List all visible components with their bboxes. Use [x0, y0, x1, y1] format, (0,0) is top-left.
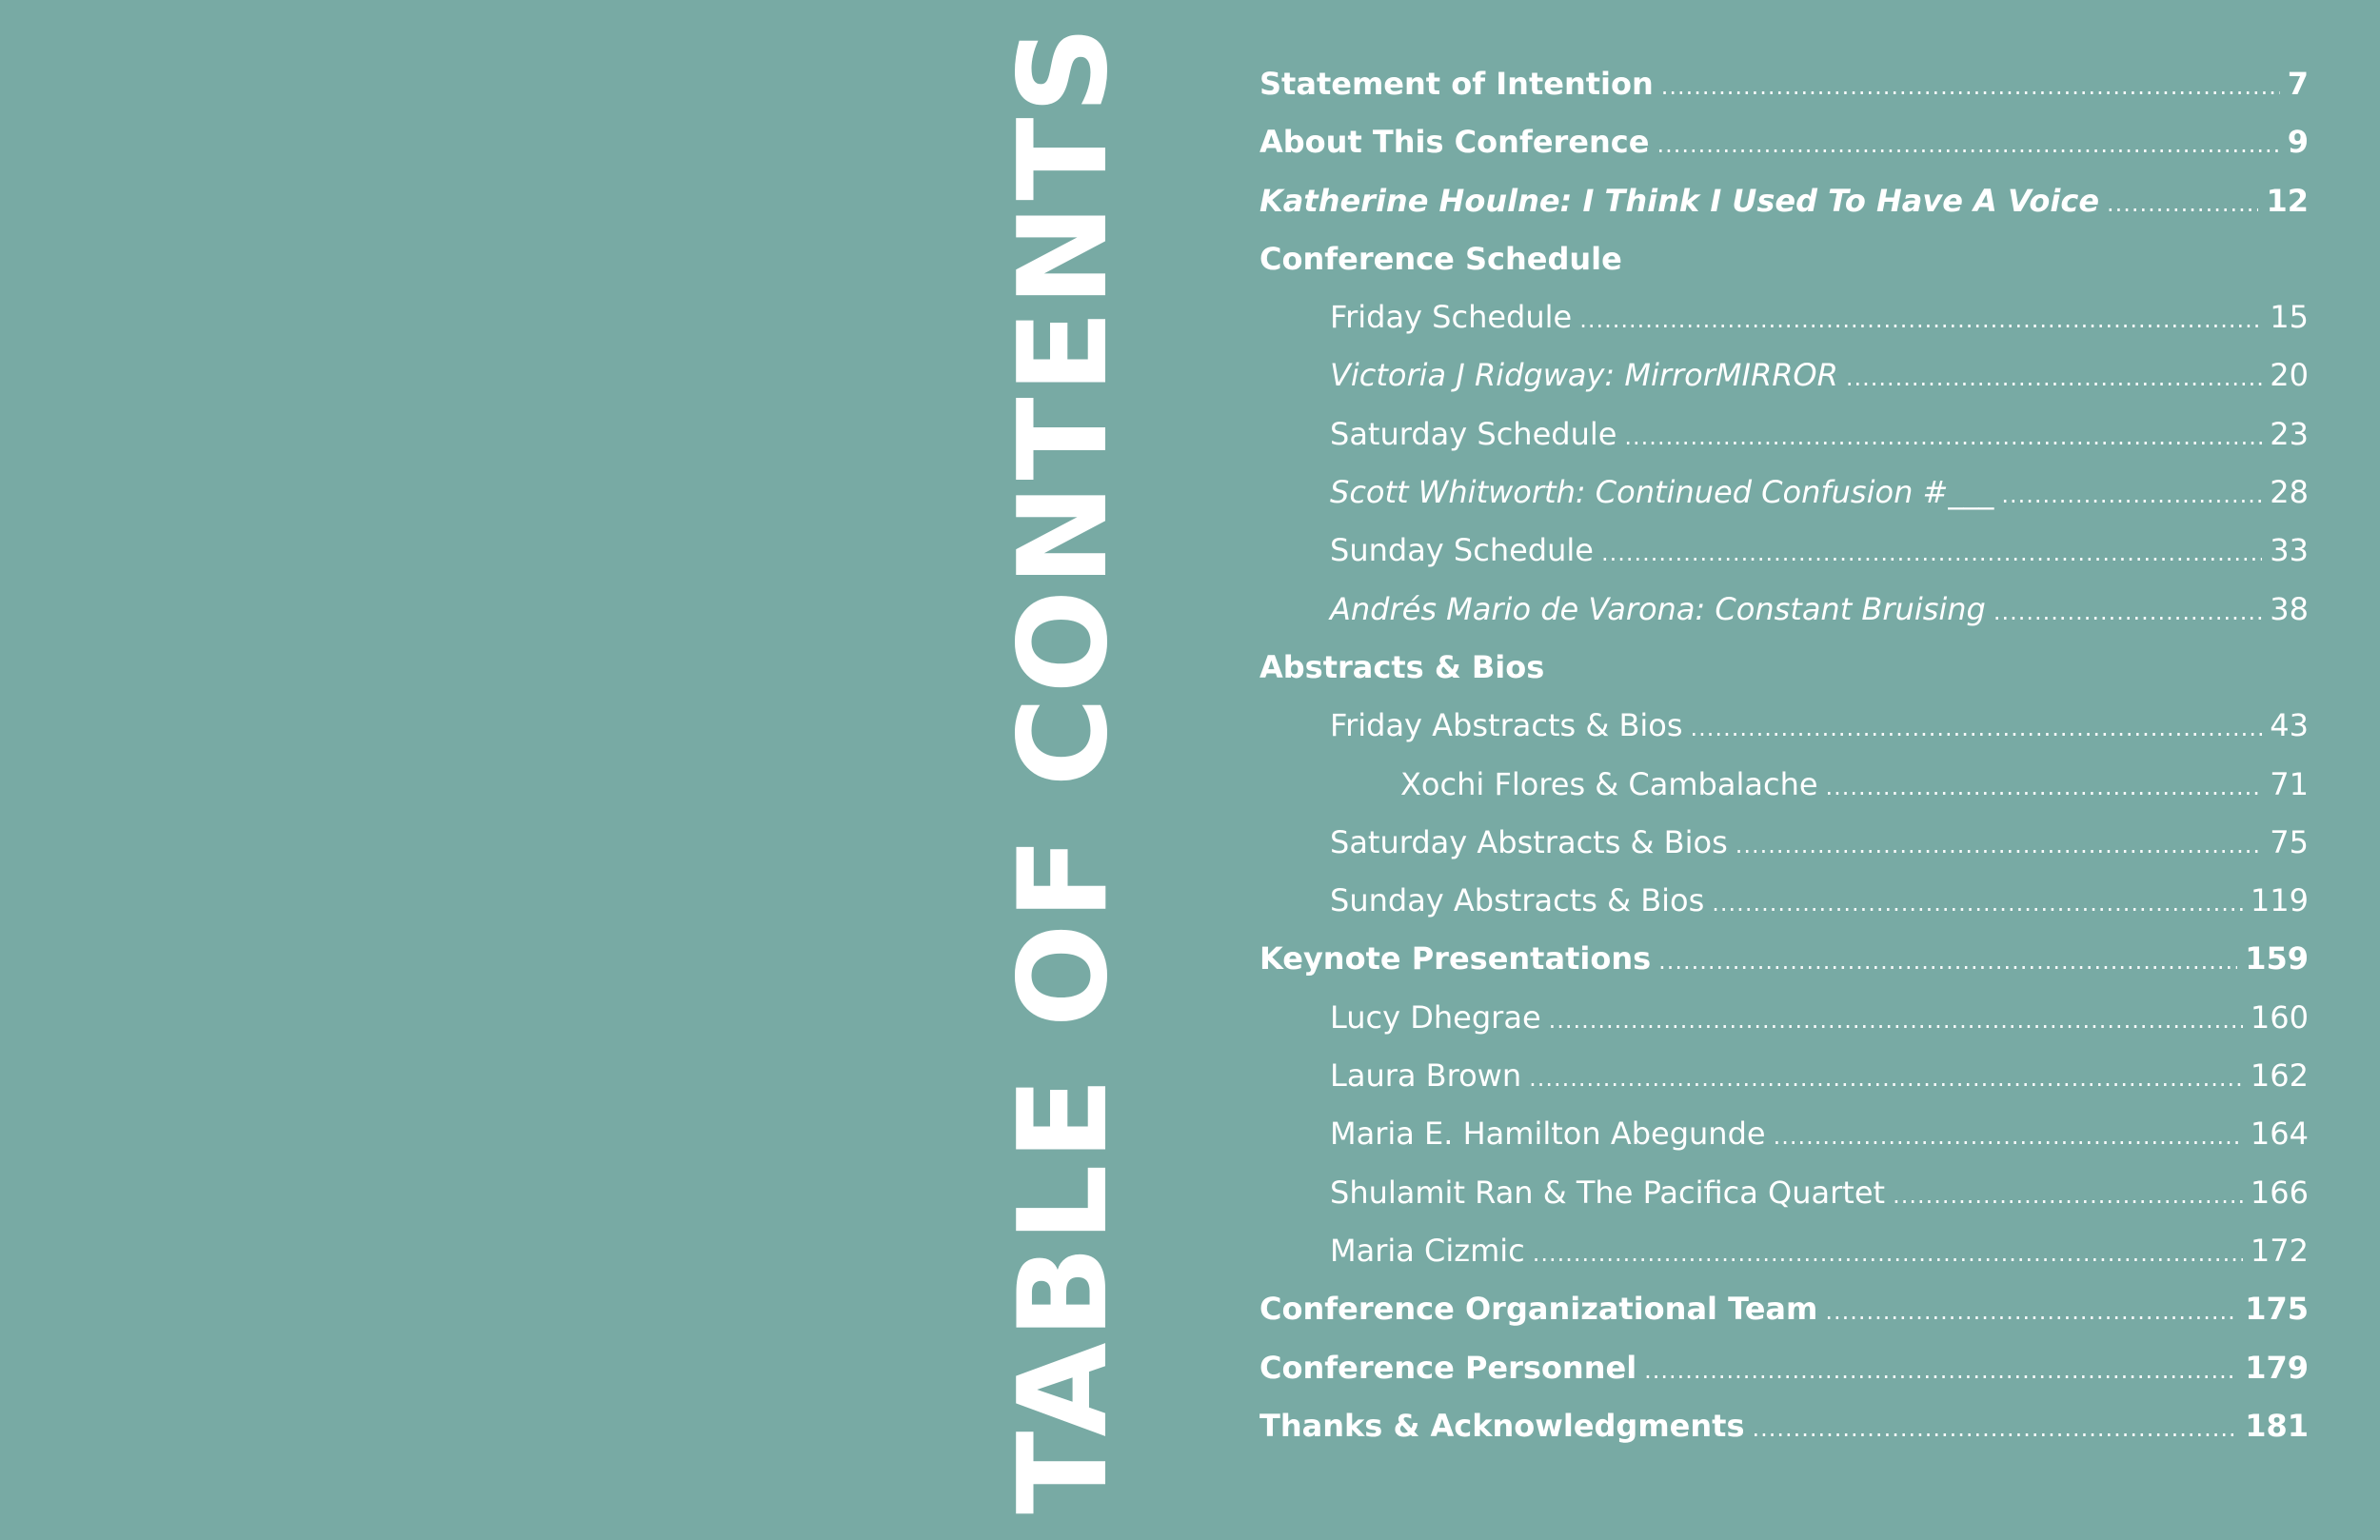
dot-leader — [1993, 583, 2262, 642]
toc-entry — [1259, 1397, 2309, 1455]
dot-leader — [1549, 992, 2243, 1050]
toc-entry-label: Keynote Presentations — [1259, 940, 1652, 977]
toc-entry-page-number: 7 — [2287, 66, 2309, 102]
toc-entry — [1259, 55, 2309, 113]
dot-leader — [1529, 1050, 2243, 1108]
toc-entry-label: Katherine Houlne: I Think I Used To Have A Voice — [1259, 182, 2100, 219]
toc-entry — [1259, 113, 2309, 171]
toc-entry-label: Maria E. Hamilton Abegunde — [1330, 1116, 1766, 1153]
toc-entry — [1259, 1339, 2309, 1397]
toc-entry — [1259, 639, 2309, 697]
toc-entry — [1259, 522, 2309, 580]
toc-entry — [1259, 1105, 2309, 1163]
toc-entry-page-number: 38 — [2270, 590, 2309, 627]
dot-leader — [1644, 1342, 2237, 1400]
toc-entry-label: Sunday Abstracts & Bios — [1330, 882, 1705, 919]
toc-entry-page-number: 75 — [2270, 823, 2309, 860]
toc-entry-label: Xochi Flores & Cambalache — [1400, 765, 1818, 802]
dot-leader — [1658, 933, 2237, 991]
toc-entry — [1259, 756, 2309, 814]
toc-entry-label: About This Conference — [1259, 124, 1650, 161]
toc-entry-label: Statement of Intention — [1259, 66, 1654, 102]
toc-entry-label: Lucy Dhegrae — [1330, 998, 1541, 1036]
toc-entry — [1259, 346, 2309, 405]
toc-entry — [1259, 581, 2309, 639]
toc-entry-page-number: 175 — [2245, 1291, 2309, 1328]
toc-entry-label: Saturday Schedule — [1330, 415, 1617, 452]
toc-entry-label: Sunday Schedule — [1330, 532, 1594, 569]
dot-leader — [1661, 58, 2280, 116]
toc-entry-label: Shulamit Ran & The Pacifica Quartet — [1330, 1174, 1886, 1211]
toc-entry-page-number: 166 — [2250, 1174, 2309, 1211]
toc-entry-page-number: 160 — [2250, 998, 2309, 1036]
toc-entry — [1259, 872, 2309, 930]
toc-entry-label: Victoria J Ridgway: MirrorMIRROR — [1330, 357, 1838, 394]
toc-entry-label: Andrés Mario de Varona: Constant Bruising — [1330, 590, 1986, 627]
toc-entry-label: Maria Cizmic — [1330, 1232, 1525, 1269]
toc-entry-page-number: 12 — [2266, 182, 2309, 219]
dot-leader — [1579, 291, 2262, 349]
dot-leader — [2001, 466, 2262, 524]
toc-entry-page-number: 9 — [2287, 124, 2309, 161]
dot-leader — [1893, 1167, 2243, 1225]
toc-entry — [1259, 288, 2309, 346]
toc-entry — [1259, 230, 2309, 288]
toc-entry — [1259, 930, 2309, 988]
dot-leader — [1601, 524, 2262, 582]
dot-leader — [1735, 817, 2263, 875]
toc-entry-label: Laura Brown — [1330, 1057, 1522, 1095]
toc-entry-page-number: 179 — [2245, 1349, 2309, 1386]
toc-entry — [1259, 989, 2309, 1047]
toc-entry-page-number: 15 — [2270, 299, 2309, 336]
toc-entry — [1259, 464, 2309, 522]
toc-entry — [1259, 1280, 2309, 1338]
toc-entry-label: Friday Abstracts & Bios — [1330, 707, 1683, 744]
dot-leader — [1826, 759, 2263, 817]
toc-entry-page-number: 164 — [2250, 1116, 2309, 1153]
toc-entry-label: Conference Schedule — [1259, 240, 1622, 277]
toc-entry — [1259, 1047, 2309, 1105]
dot-leader — [1691, 700, 2263, 758]
toc-entry-label: Friday Schedule — [1330, 299, 1573, 336]
dot-leader — [1624, 408, 2262, 466]
toc-entry — [1259, 405, 2309, 464]
toc-entry-page-number: 162 — [2250, 1057, 2309, 1095]
toc-entry-page-number: 43 — [2270, 707, 2309, 744]
toc-entry-label: Abstracts & Bios — [1259, 648, 1545, 685]
toc-entry-page-number: 28 — [2270, 474, 2309, 511]
table-of-contents — [1259, 55, 2309, 1455]
dot-leader — [1825, 1283, 2237, 1341]
toc-entry — [1259, 1222, 2309, 1280]
toc-entry-label: Conference Personnel — [1259, 1349, 1637, 1386]
toc-entry-page-number: 159 — [2245, 940, 2309, 977]
toc-entry-page-number: 33 — [2270, 532, 2309, 569]
toc-entry-page-number: 20 — [2270, 357, 2309, 394]
toc-entry — [1259, 697, 2309, 755]
dot-leader — [2107, 175, 2258, 233]
dot-leader — [1533, 1225, 2243, 1283]
toc-entry-label: Thanks & Acknowledgments — [1259, 1407, 1745, 1444]
toc-entry-page-number: 172 — [2250, 1232, 2309, 1269]
dot-leader — [1753, 1400, 2238, 1458]
dot-leader — [1712, 875, 2243, 933]
page-title: TABLE OF CONTENTS — [993, 22, 1135, 1514]
toc-entry — [1259, 1164, 2309, 1222]
toc-entry-label: Conference Organizational Team — [1259, 1291, 1818, 1328]
toc-entry-page-number: 23 — [2270, 415, 2309, 452]
toc-entry-page-number: 119 — [2250, 882, 2309, 919]
toc-entry — [1259, 172, 2309, 230]
toc-entry-page-number: 181 — [2245, 1407, 2309, 1444]
dot-leader — [1656, 116, 2279, 174]
toc-entry-label: Scott Whitworth: Continued Confusion #___ — [1330, 474, 1994, 511]
dot-leader — [1774, 1108, 2243, 1166]
toc-entry-label: Saturday Abstracts & Bios — [1330, 823, 1728, 860]
toc-entry-page-number: 71 — [2270, 765, 2309, 802]
dot-leader — [1846, 349, 2262, 407]
toc-entry — [1259, 814, 2309, 872]
